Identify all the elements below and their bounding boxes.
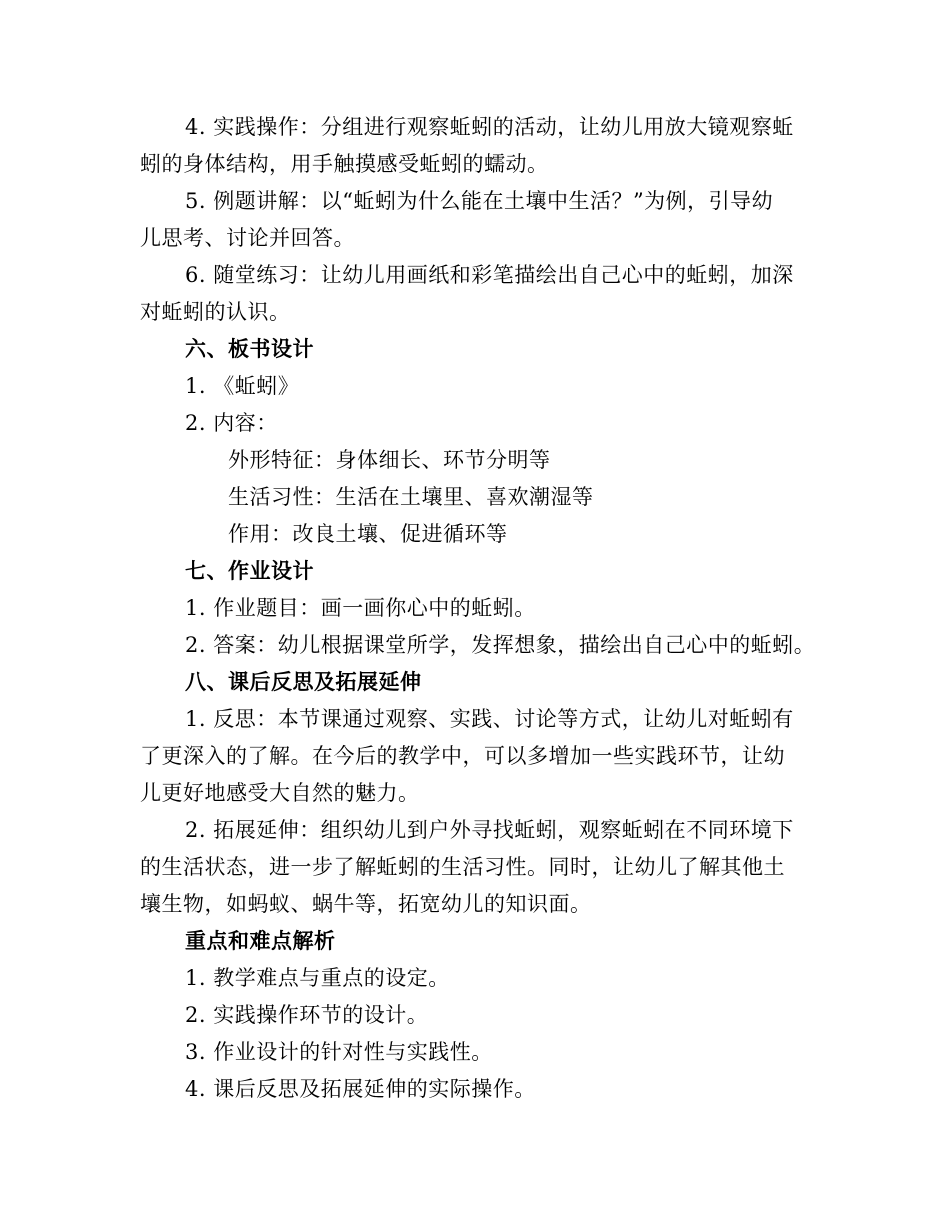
extension-item-2-line-1: 2. 拓展延伸：组织幼儿到户外寻找蚯蚓，观察蚯蚓在不同环境下 bbox=[185, 818, 794, 842]
homework-item-2: 2. 答案：幼儿根据课堂所学，发挥想象，描绘出自己心中的蚯蚓。 bbox=[185, 633, 816, 657]
practice-item-4-line-1: 4. 实践操作：分组进行观察蚯蚓的活动，让幼儿用放大镜观察蚯 bbox=[185, 115, 794, 139]
key-point-item-3: 3. 作业设计的针对性与实践性。 bbox=[185, 1040, 493, 1064]
board-item-2: 2. 内容： bbox=[185, 411, 278, 435]
section-heading-board-design: 六、板书设计 bbox=[185, 336, 314, 361]
exercise-item-6-line-2: 对蚯蚓的认识。 bbox=[140, 300, 291, 324]
extension-item-2-line-3: 壤生物，如蚂蚁、蜗牛等，拓宽幼儿的知识面。 bbox=[140, 892, 592, 916]
section-heading-homework: 七、作业设计 bbox=[185, 558, 314, 583]
reflection-item-1-line-3: 儿更好地感受大自然的魅力。 bbox=[140, 781, 420, 805]
board-content-function: 作用：改良土壤、促进循环等 bbox=[228, 522, 508, 546]
extension-item-2-line-2: 的生活状态，进一步了解蚯蚓的生活习性。同时，让幼儿了解其他土 bbox=[140, 855, 785, 879]
board-item-1: 1. 《蚯蚓》 bbox=[185, 374, 300, 398]
key-point-item-2: 2. 实践操作环节的设计。 bbox=[185, 1003, 429, 1027]
reflection-item-1-line-2: 了更深入的了解。在今后的教学中，可以多增加一些实践环节，让幼 bbox=[140, 744, 785, 768]
board-content-habits: 生活习性：生活在土壤里、喜欢潮湿等 bbox=[228, 485, 594, 509]
practice-item-4-line-2: 蚓的身体结构，用手触摸感受蚯蚓的蠕动。 bbox=[140, 152, 549, 176]
key-point-item-4: 4. 课后反思及拓展延伸的实际操作。 bbox=[185, 1077, 536, 1101]
board-content-appearance: 外形特征：身体细长、环节分明等 bbox=[228, 448, 551, 472]
section-heading-key-points: 重点和难点解析 bbox=[185, 928, 336, 953]
exercise-item-6-line-1: 6. 随堂练习：让幼儿用画纸和彩笔描绘出自己心中的蚯蚓，加深 bbox=[185, 263, 794, 287]
key-point-item-1: 1. 教学难点与重点的设定。 bbox=[185, 966, 450, 990]
section-heading-reflection: 八、课后反思及拓展延伸 bbox=[185, 669, 422, 694]
example-item-5-line-2: 儿思考、讨论并回答。 bbox=[140, 226, 355, 250]
example-item-5-line-1: 5. 例题讲解：以“蚯蚓为什么能在土壤中生活？”为例，引导幼 bbox=[185, 189, 774, 213]
homework-item-1: 1. 作业题目：画一画你心中的蚯蚓。 bbox=[185, 596, 536, 620]
reflection-item-1-line-1: 1. 反思：本节课通过观察、实践、讨论等方式，让幼儿对蚯蚓有 bbox=[185, 707, 794, 731]
